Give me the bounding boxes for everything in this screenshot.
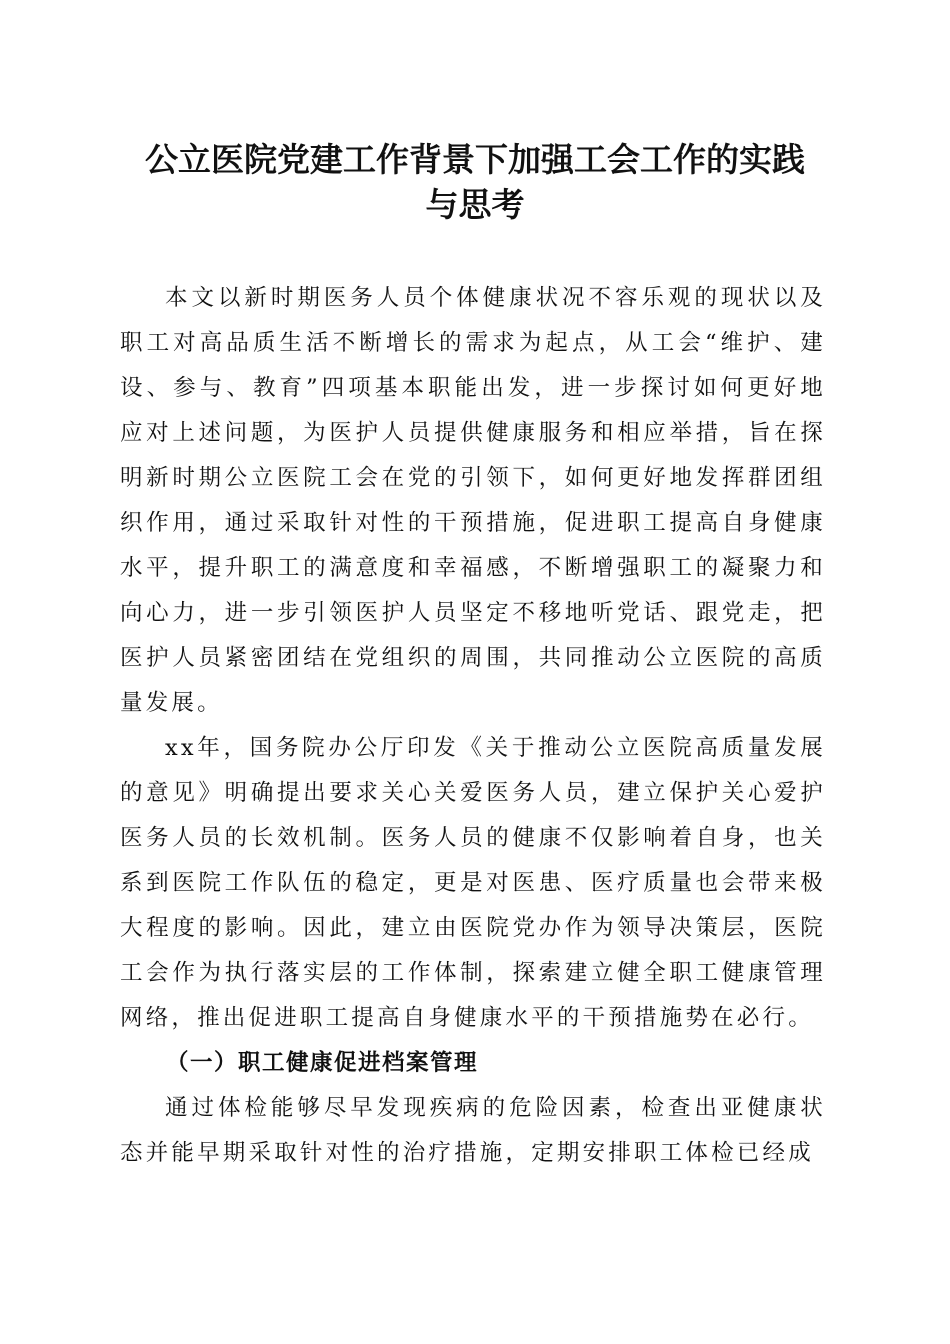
document-title-line-2: 与思考 bbox=[425, 185, 525, 224]
paragraph-abstract: 本文以新时期医务人员个体健康状况不容乐观的现状以及职工对高品质生活不断增长的需求为起点，从工会“维护、建设、参与、教育”四项基本职能出发，进一步探讨如何更好地应对上述问题，为医护人员提供健康服务和相应举措，旨在探明新时期公立医院工会在党的引领下，如何更好地发挥群团组织作用，通过采取针对性的干预措施，促进职工提高自身健康水平，提升职工的满意度和幸福感，不断增强职工的凝聚力和向心力，进一步引领医护人员坚定不移地听党话、跟党走，把医护人员紧密团结在党组织的周围，共同推动公立医院的高质量发展。 bbox=[120, 285, 826, 716]
document-body bbox=[120, 276, 826, 1176]
document-title-line-1: 公立医院党建工作背景下加强工会工作的实践 bbox=[145, 140, 805, 179]
paragraph-policy: xx年，国务院办公厅印发《关于推动公立医院高质量发展的意见》明确提出要求关心关爱医务人员，建立保护关心爱护医务人员的长效机制。医务人员的健康不仅影响着自身，也关系到医院工作队伍的稳定，更是对医患、医疗质量也会带来极大程度的影响。因此，建立由医院党办作为领导决策层，医院工会作为执行落实层的工作体制，探索建立健全职工健康管理网络，推出促进职工提高自身健康水平的干预措施势在必行。 bbox=[120, 735, 826, 1031]
section-heading: （一）职工健康促进档案管理 bbox=[166, 1050, 479, 1076]
paragraph-section: 通过体检能够尽早发现疾病的危险因素，检查出亚健康状态并能早期采取针对性的治疗措施，定期安排职工体检已经成 bbox=[120, 1095, 826, 1166]
